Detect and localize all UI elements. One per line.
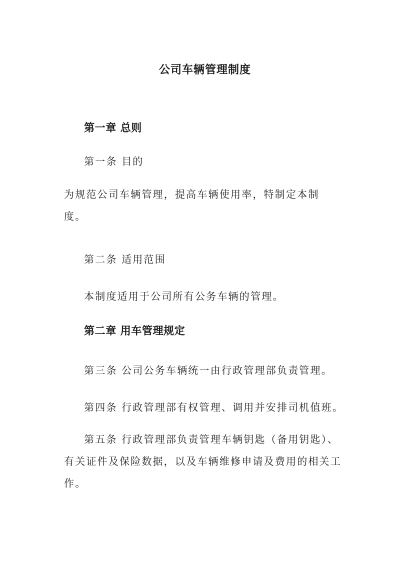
article-1-title: 第一条 目的 xyxy=(84,157,144,168)
document-title: 公司车辆管理制度 xyxy=(159,63,251,76)
article-1-body: 为规范公司车辆管理，提高车辆使用率，特制定本制度。 xyxy=(64,190,320,223)
chapter-2-heading: 第二章 用车管理规定 xyxy=(84,325,186,337)
article-2-title: 第二条 适用范围 xyxy=(84,255,166,266)
article-4: 第四条 行政管理部有权管理、调用并安排司机值班。 xyxy=(84,403,344,414)
article-2-body: 本制度适用于公司所有公务车辆的管理。 xyxy=(84,292,284,303)
article-5: 第五条 行政管理部负责管理车辆钥匙（备用钥匙）、有关证件及保险数据，以及车辆维修申请及费用的相关工作。 xyxy=(64,435,342,490)
article-3: 第三条 公司公务车辆统一由行政管理部负责管理。 xyxy=(84,366,333,377)
chapter-1-heading: 第一章 总则 xyxy=(84,122,142,134)
